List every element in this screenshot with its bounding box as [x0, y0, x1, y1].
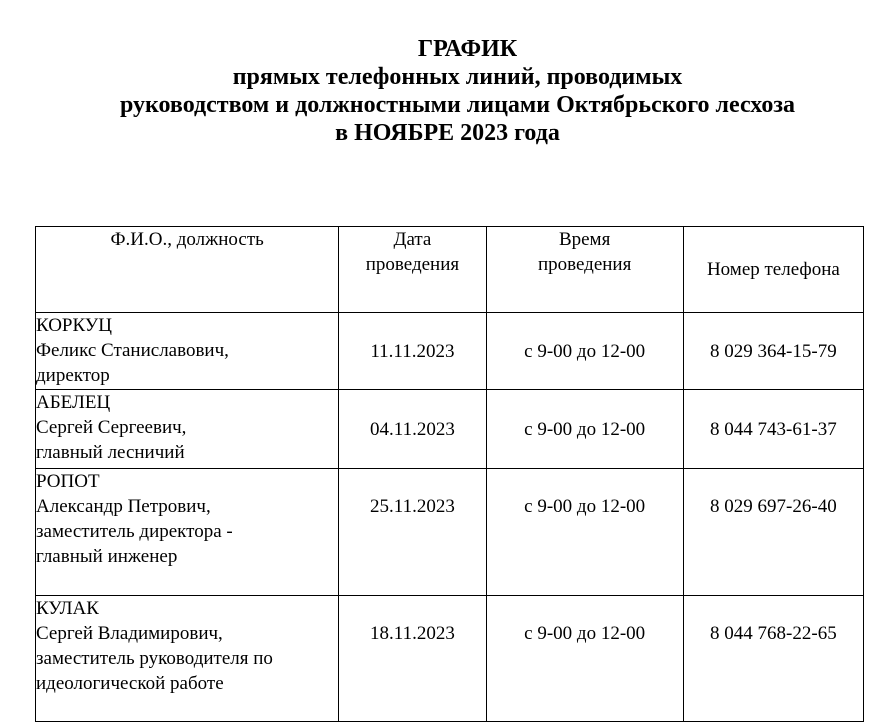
date-cell: 25.11.2023 — [339, 469, 486, 596]
person-position: главный лесничий — [36, 442, 185, 463]
person-position: заместитель директора - — [36, 521, 233, 542]
person-position: заместитель руководителя по — [36, 648, 273, 669]
person-position: главный инженер — [36, 546, 178, 567]
document-title — [0, 35, 895, 147]
table-header-row — [36, 227, 864, 313]
time-cell: с 9-00 до 12-00 — [486, 313, 683, 390]
title-subline-3: в НОЯБРЕ 2023 года — [335, 120, 560, 146]
table-row — [36, 313, 864, 390]
table-row — [36, 469, 864, 596]
person-cell — [36, 596, 339, 722]
schedule-table — [35, 226, 864, 722]
header-time — [486, 227, 683, 313]
header-phone-label: Номер телефона — [706, 259, 840, 280]
header-time-line1: Время — [558, 229, 611, 250]
header-date — [339, 227, 486, 313]
phone-cell: 8 029 364-15-79 — [683, 313, 863, 390]
time-cell: с 9-00 до 12-00 — [486, 390, 683, 469]
date-cell: 04.11.2023 — [339, 390, 486, 469]
header-name-label: Ф.И.О., должность — [110, 229, 264, 250]
person-given-name: Феликс Станиславович, — [36, 340, 229, 361]
person-position: директор — [36, 365, 110, 386]
person-position: идеологической работе — [36, 673, 224, 694]
header-time-line2: проведения — [537, 254, 632, 275]
person-given-name: Сергей Владимирович, — [36, 623, 223, 644]
table-row — [36, 390, 864, 469]
person-cell — [36, 469, 339, 596]
person-surname: АБЕЛЕЦ — [36, 392, 111, 413]
phone-cell: 8 044 743-61-37 — [683, 390, 863, 469]
date-cell: 11.11.2023 — [339, 313, 486, 390]
title-subline-2: руководством и должностными лицами Октябрьского лесхоза — [119, 92, 796, 118]
title-heading: ГРАФИК — [417, 36, 518, 62]
person-surname: КУЛАК — [36, 598, 99, 619]
person-cell — [36, 390, 339, 469]
phone-cell: 8 044 768-22-65 — [683, 596, 863, 722]
person-given-name: Александр Петрович, — [36, 496, 211, 517]
phone-cell: 8 029 697-26-40 — [683, 469, 863, 596]
person-surname: РОПОТ — [36, 471, 100, 492]
date-cell: 18.11.2023 — [339, 596, 486, 722]
table-row — [36, 596, 864, 722]
title-subline-1: прямых телефонных линий, проводимых — [232, 64, 683, 90]
time-cell: с 9-00 до 12-00 — [486, 469, 683, 596]
person-surname: КОРКУЦ — [36, 315, 112, 336]
header-phone — [683, 227, 863, 313]
header-name — [36, 227, 339, 313]
header-date-line1: Дата — [393, 229, 432, 250]
header-date-line2: проведения — [365, 254, 460, 275]
person-cell — [36, 313, 339, 390]
person-given-name: Сергей Сергеевич, — [36, 417, 187, 438]
time-cell: с 9-00 до 12-00 — [486, 596, 683, 722]
